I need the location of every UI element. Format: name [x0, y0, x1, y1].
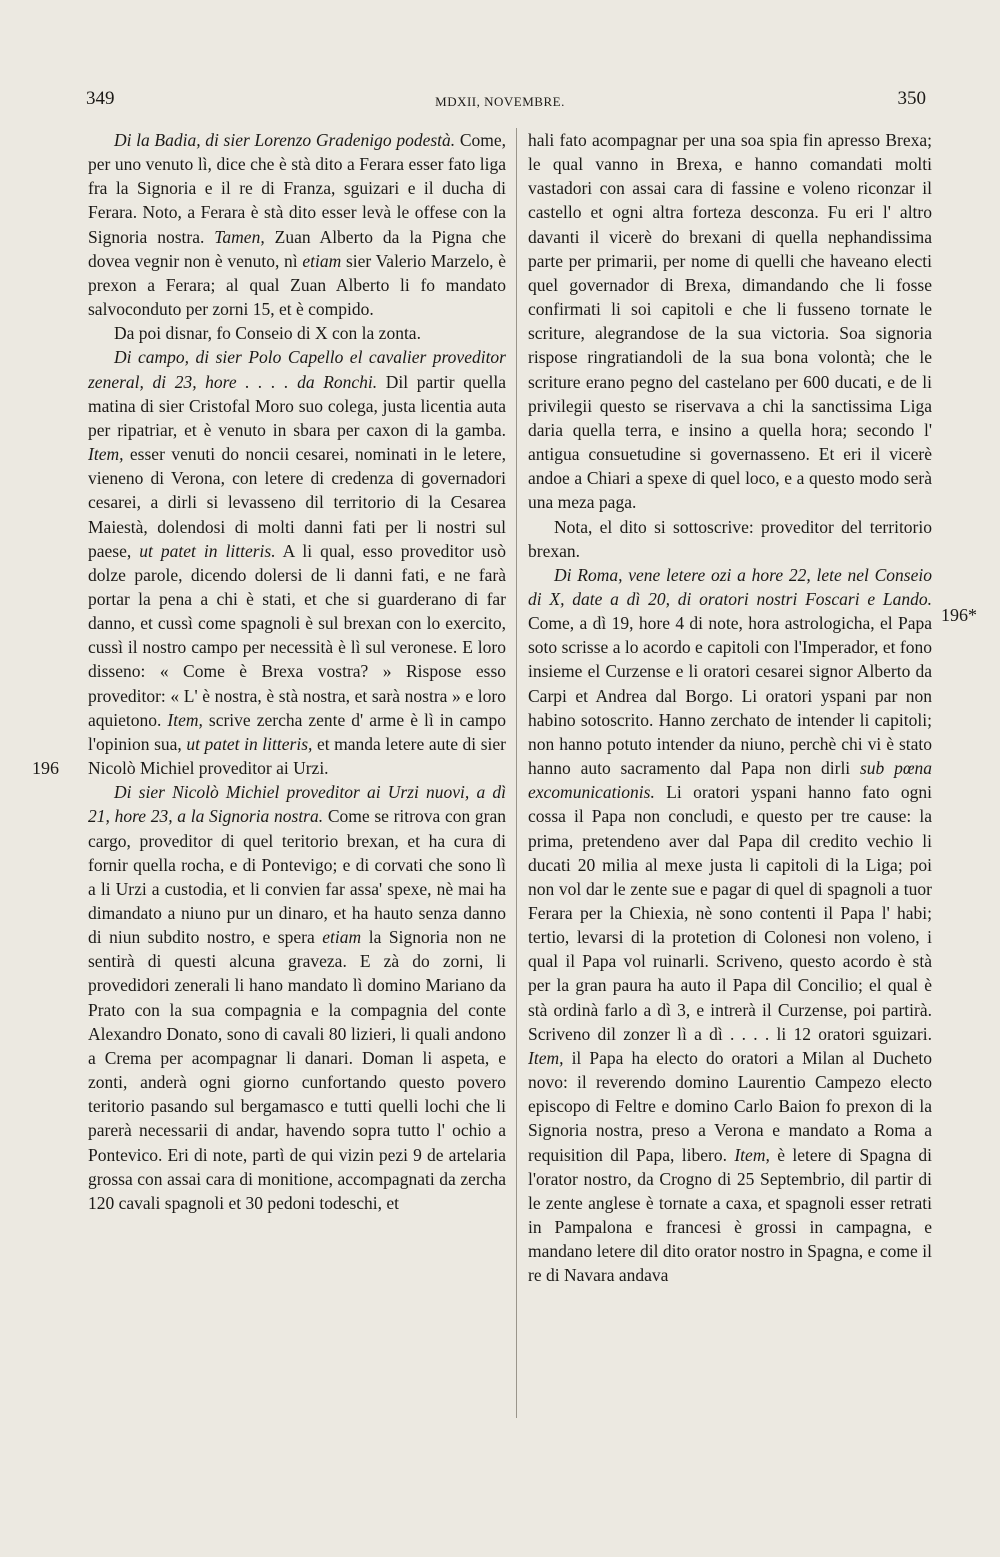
- text-run: et manda letere aute di sier Nicolò Michiel proveditor ai Urzi.: [88, 733, 507, 779]
- italic-text: etiam: [322, 927, 362, 948]
- italic-text: etiam: [302, 250, 342, 271]
- text-run: hali fato acompagnar per una soa spia fin apresso Brexa; le qual vanno in Brexa, e hanno comandati molti vastadori con assai cara di fassine e voleno riconzar il castello et ogni altra forteza desconza. Fu eri l' altro davanti il vicerè do brexani di quella nephandissima parte per primarii, per nome di quelli che haveano electi quel governador di Brexa, dimandando che li fosse confirmati li soi capitoli e che li fusseno tornate le scriture, alegrandose de la sua victoria. Soa signoria rispose ringratiandoli de la sua bona volontà; che le scriture erano pegno del castelano per 600 ducati, e de li privilegii questo se riservava a chi la sanctissima Liga daria quella terra, e insino a quella hora; secondo l' antigua consuetudine si governasseno. Et eri il vicerè andoe a Chiari a spexe di quel loco, e a questo modo serà una meza paga.: [528, 130, 932, 513]
- italic-text: ut patet in litteris,: [186, 733, 313, 754]
- italic-text: Di campo, di sier Polo Capello el cavalier proveditor zeneral, di 23, hore . . . . da Ronchi.: [88, 347, 506, 392]
- paragraph: [88, 780, 506, 1215]
- paragraph: [88, 128, 506, 321]
- left-page-number: 349: [86, 88, 115, 109]
- italic-text: Item,: [88, 444, 124, 465]
- italic-text: sub pœna excomunicationis.: [528, 758, 932, 803]
- left-margin-note: 196: [32, 758, 59, 778]
- italic-text: Item,: [528, 1047, 564, 1068]
- text-run: il Papa ha electo do oratori a Milan al Ducheto novo: il reverendo domino Laurentio Campezo electo episcopo di Feltre e domino Carlo Baion fo prexon di la Signoria nostra, preso a Verona e mandato a Roma a requisition dil Papa, libero.: [528, 1047, 932, 1165]
- paragraph: [528, 563, 932, 1288]
- italic-text: Item,: [167, 709, 203, 730]
- left-column: [88, 128, 506, 1215]
- column-divider: [516, 128, 517, 1418]
- text-run: Come se ritrova con gran cargo, proveditor di quel teritorio brexan, et ha cura di fornir quella rocha, e di Pontevigo; e di corvati che sono lì a li Urzi a custodia, et li convien far assa' spexe, nè mai ha dimandato a niuno pur un dinaro, et ha hauto senza danno di niun subdito nostro, e spera: [88, 806, 507, 948]
- text-run: A li qual, esso proveditor usò dolze parole, dicendo dolersi de li danni fati, e ne farà portar la pena a chi è stati, et che si guarderano di far danno, et cussì come spagnoli è sul brexan con lo exercito, cussì il nostro campo per necessità è lì sul veronese. E loro disseno: « Come è Brexa vostra? » Rispose esso proveditor: « L' è nostra, è stà nostra, et sarà nostra » e loro aquietono.: [88, 540, 506, 730]
- text-run: la Signoria non ne sentirà di questi alcuna graveza. E zà do zorni, li provedidori zenerali li hano mandato lì domino Mariano da Prato con la sua compagnia e la compagnia del conte Alexandro Donato, sono di cavali 80 lizieri, li quali andono a Crema per acompagnar li danari. Doman li aspeta, e zonti, anderà ogni giorno cunfortando questo povero teritorio pasando sul bergamasco e tutti quelli lochi che li parerà necessarii di andar, havendo sopra tutto l' ochio a Pontevico. Eri di note, partì de qui vizin pezi 9 de artelaria grossa con assai cara di monitione, accompagnati da zercha 120 cavali spagnoli et 30 pedoni todeschi, et: [88, 927, 507, 1213]
- paragraph: [528, 128, 932, 515]
- italic-text: Di Roma, vene letere ozi a hore 22, lete nel Conseio di X, date a dì 20, di oratori nostri Foscari e Lando.: [528, 564, 932, 609]
- text-run: Nota, el dito si sottoscrive: proveditor del territorio brexan.: [528, 516, 932, 561]
- italic-text: Tamen,: [214, 226, 265, 247]
- text-run: esser venuti do noncii cesarei, nominati in le letere, vieneno di Verona, con letere di credenza di governadori cesarei, a dirli si levasseno dil territorio di la Cesarea Maiestà, dolendosi di molti danni fati per li nostri sul paese,: [88, 444, 506, 561]
- text-run: Zuan Alberto da la Pigna che dovea vegnir non è venuto, nì: [88, 226, 506, 271]
- paragraph: [88, 321, 506, 345]
- italic-text: Item,: [734, 1144, 770, 1165]
- right-column: [528, 128, 932, 1288]
- paragraph: [528, 515, 932, 563]
- text-run: Dil partir quella matina di sier Cristofal Moro suo colega, justa licentia auta per ripatriar, et è venuto in sbara per caxon di la gamba.: [88, 371, 506, 440]
- text-run: Da poi disnar, fo Conseio di X con la zonta.: [114, 323, 421, 344]
- text-run: Li oratori yspani hanno fato ogni cossa il Papa non concludi, e questo per tre cause: la prima, pretendeno aver dal Papa dil credito vechio li ducati 20 milia al mexe justa li capitoli di la Liga; poi non vol dar le zente sue e pagar di quel di spagnoli a tuor Ferara per la Chiexia, nè sono contenti il Papa l' habi; tertio, levarsi di la protetion di Colonesi non voleno, i qual il Papa vol ruinarli. Scriveno, questo acordo è stà per la gran paura ha auto il Papa dil Concilio; el qual è stà ordinà farlo a dì 3, e intrerà il Curzense, poi partirà. Scriveno dil zonzer lì a dì . . . . li 12 oratori sguizari.: [528, 782, 932, 1044]
- text-run: sier Valerio Marzelo, è prexon a Ferara; al qual Zuan Alberto li fo mandato salvoconduto per zorni 15, et è compido.: [88, 250, 506, 320]
- text-run: è letere di Spagna di l'orator nostro, da Crogno di 25 Septembrio, dil partir di le zente anglese è tornate a caxa, et spagnoli esser retrati in Pampalona e francesi è grossi in campagna, e mandano letere dil dito orator nostro in Spagna, e come il re di Navara andava: [528, 1144, 932, 1286]
- right-margin-note: 196*: [941, 605, 977, 625]
- text-run: Come, a dì 19, hore 4 di note, hora astrologicha, el Papa soto scrisse a lo acordo e capitoli con l'Imperador, et fono insieme el Curzense e li oratori cesarei signor Alberto da Carpi et Andrea dal Borgo. Li oratori yspani par non habino sotoscrito. Hanno zerchato de intender li capitoli; non hanno potuto intender da niuno, perchè chi vi è stato hanno auto sacramento dal Papa non dirli: [528, 613, 932, 779]
- right-page-number: 350: [897, 88, 926, 109]
- italic-text: Di sier Nicolò Michiel proveditor ai Urzi nuovi, a dì 21, hore 23, a la Signoria nostra.: [88, 782, 506, 827]
- paragraph: [88, 345, 506, 780]
- italic-text: Di la Badia, di sier Lorenzo Gradenigo podestà.: [114, 130, 456, 150]
- text-run: scrive zercha zente d' arme è lì in campo l'opinion sua,: [88, 709, 506, 754]
- italic-text: ut patet in litteris.: [139, 540, 276, 561]
- running-title: MDXII, NOVEMBRE.: [435, 94, 565, 109]
- text-run: Come, per uno venuto lì, dice che è stà dito a Ferara esser fato liga fra la Signoria e il re di Franza, sguizari e il ducha di Ferara. Noto, a Ferara è stà dito esser levà le offese con la Signoria nostra.: [88, 130, 506, 247]
